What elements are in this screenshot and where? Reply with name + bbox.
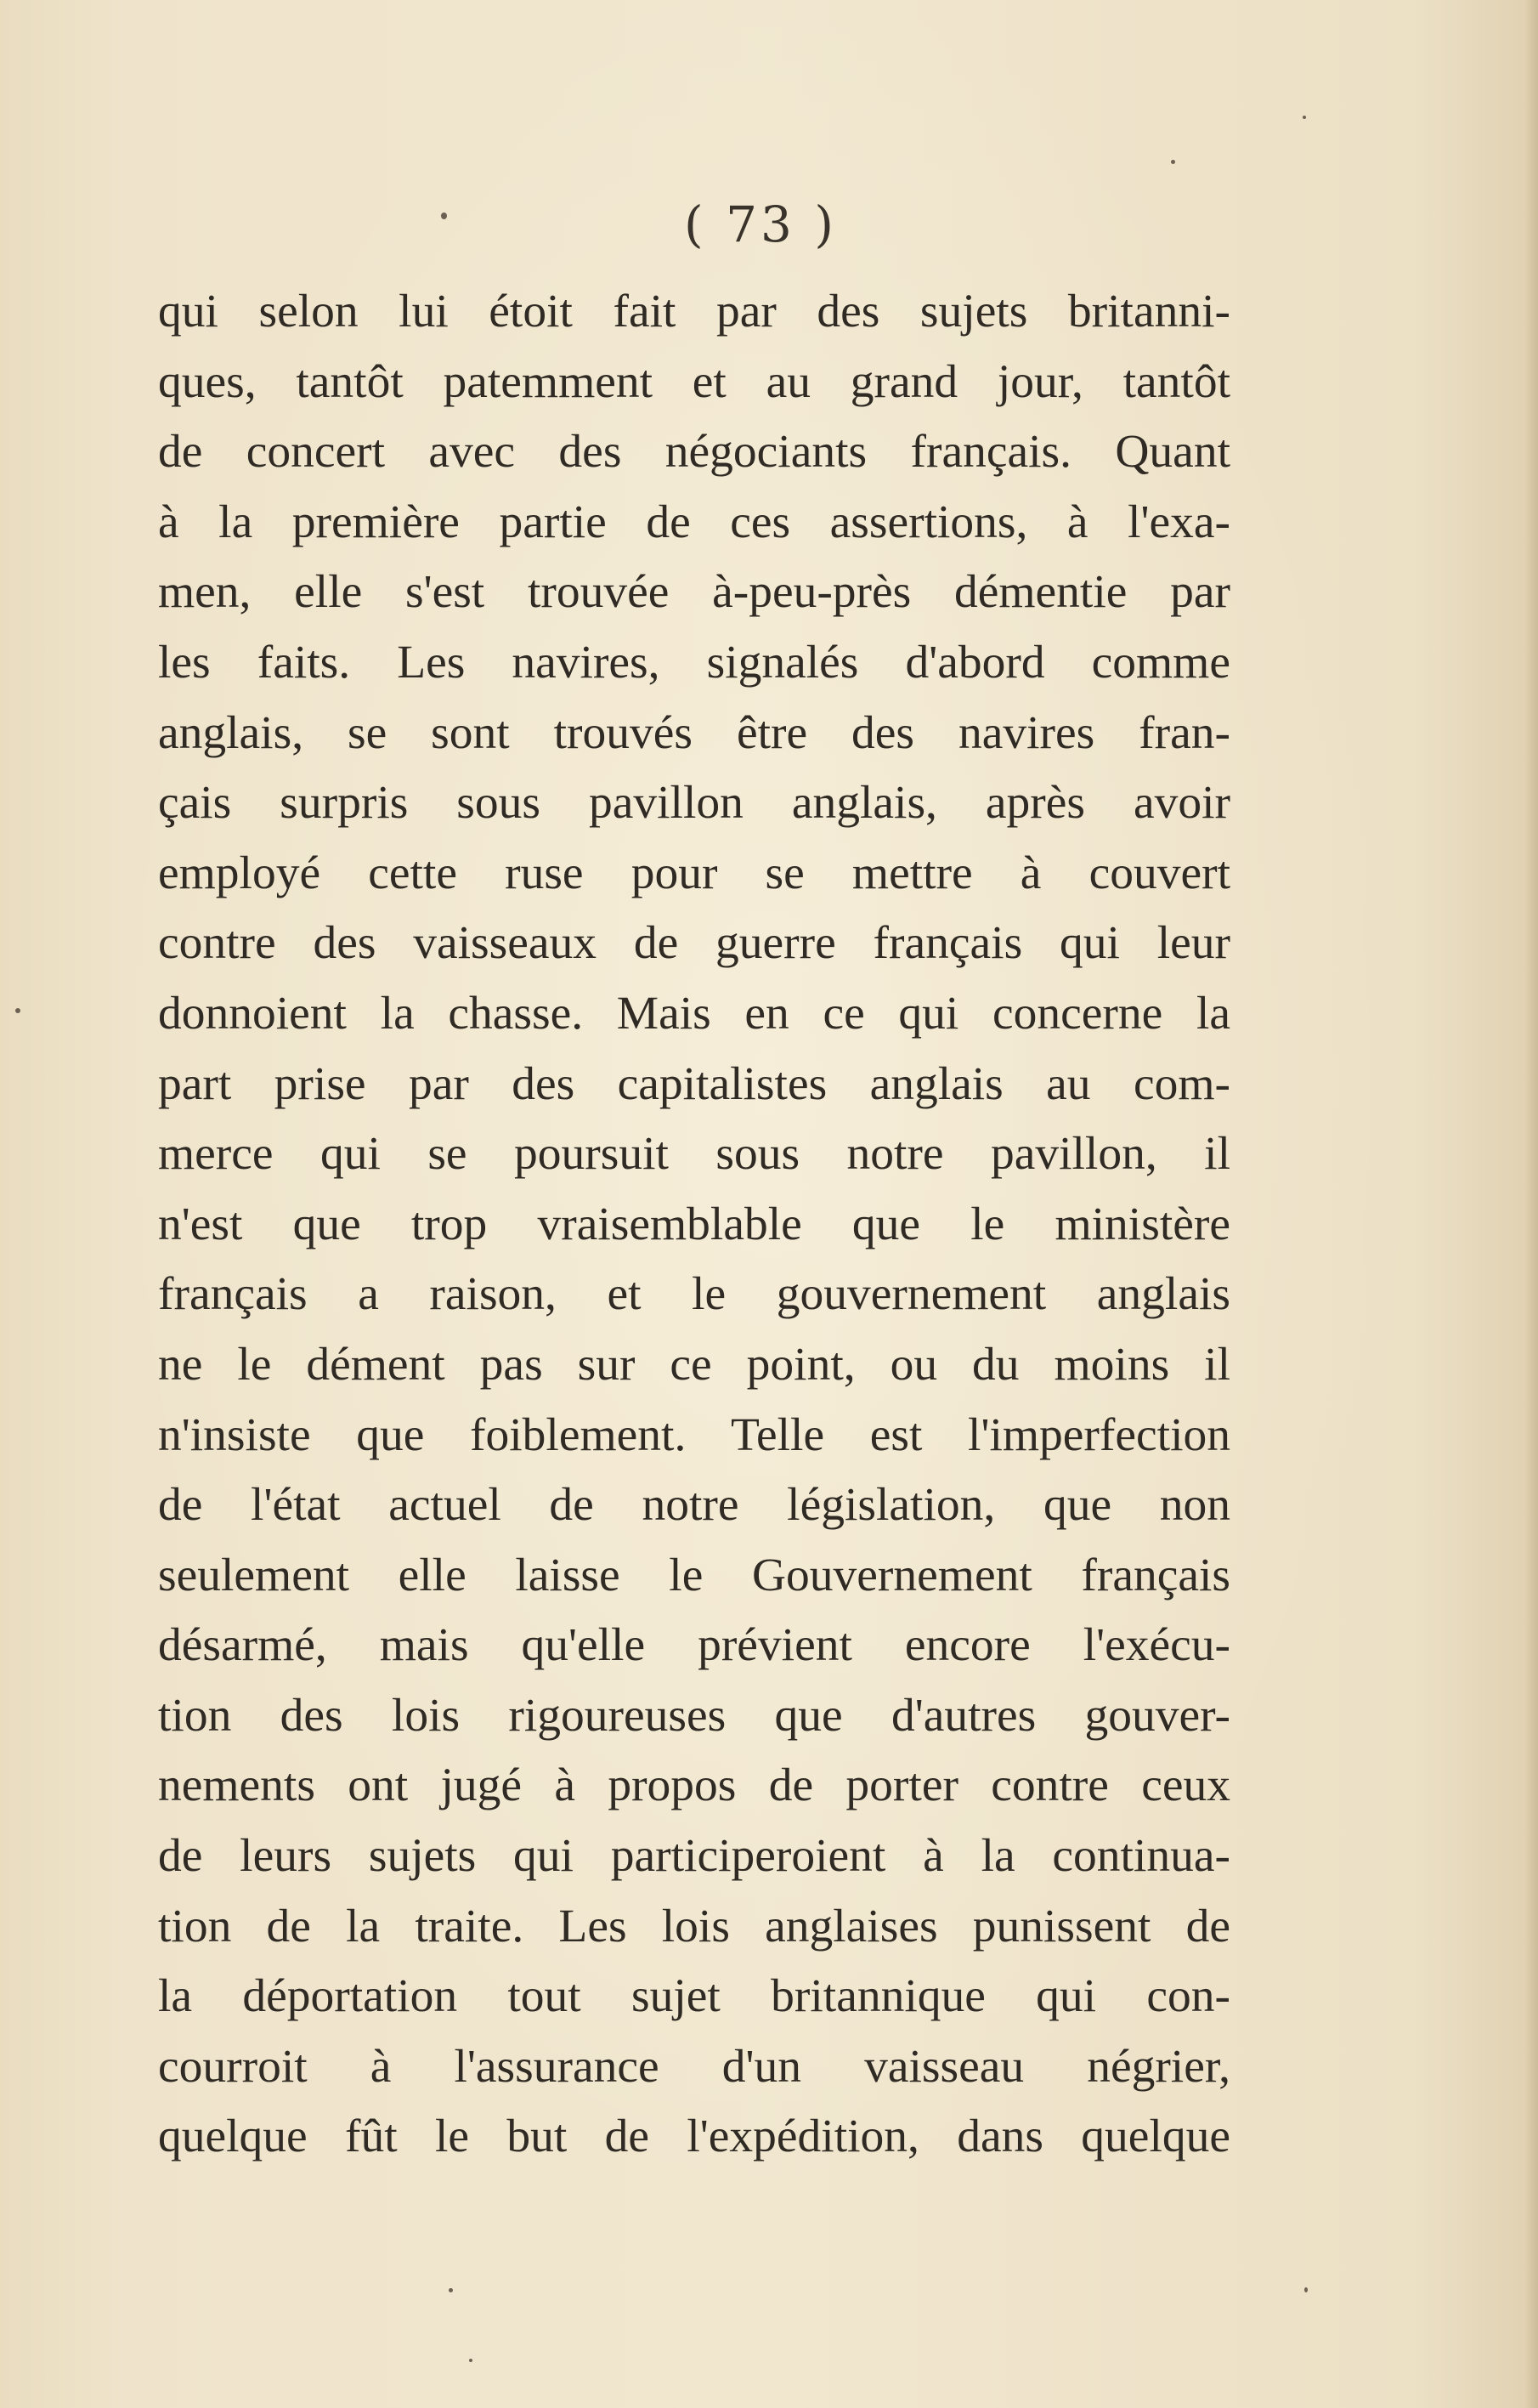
text-line: ques, tantôt patemment et au grand jour, tantôt [158,355,1230,408]
text-line: de leurs sujets qui participeroient à la continua- [158,1830,1230,1883]
text-line: les faits. Les navires, signalés d'abord comme [158,636,1230,688]
text-line: désarmé, mais qu'elle prévient encore l'exécu- [158,1619,1230,1672]
text-line: courroit à l'assurance d'un vaisseau négrier, [158,2040,1230,2093]
text-line: quelque fût le but de l'expédition, dans quelque [158,2111,1230,2163]
text-line: men, elle s'est trouvée à-peu-près démentie par [158,566,1230,619]
text-line: contre des vaisseaux de guerre français qui leur [158,917,1230,970]
text-line: n'insiste que foiblement. Telle est l'imperfection [158,1408,1230,1461]
text-line: nements ont jugé à propos de porter contre ceux [158,1759,1230,1812]
text-line: ne le dément pas sur ce point, ou du moins il [158,1338,1230,1391]
paper-speck [1304,2287,1308,2292]
page-edge-shadow [1524,0,1538,2408]
page-number: ( 73 ) [684,195,837,253]
paper-speck [441,212,447,219]
text-line: de l'état actuel de notre législation, que non [158,1479,1230,1532]
text-line: anglais, se sont trouvés être des navires fran- [158,706,1230,759]
paper-speck [449,2288,453,2292]
text-line: à la première partie de ces assertions, à l'exa- [158,496,1230,548]
text-line: tion de la traite. Les lois anglaises punissent de [158,1900,1230,1952]
text-line: seulement elle laisse le Gouvernement français [158,1549,1230,1601]
text-line: de concert avec des négociants français. Quant [158,426,1230,479]
paper-speck [1171,160,1175,164]
text-line: merce qui se poursuit sous notre pavillon, il [158,1128,1230,1181]
paper-speck [15,1008,20,1013]
text-line: employé cette ruse pour se mettre à couvert [158,847,1230,899]
paper-speck [469,2359,472,2362]
text-line: tion des lois rigoureuses que d'autres gouver- [158,1689,1230,1742]
text-line: qui selon lui étoit fait par des sujets britanni- [158,286,1230,337]
text-line: la déportation tout sujet britannique qui con- [158,1970,1230,2023]
text-line: n'est que trop vraisemblable que le ministère [158,1198,1230,1250]
text-line: français a raison, et le gouvernement anglais [158,1268,1230,1321]
text-line: donnoient la chasse. Mais en ce qui concerne la [158,987,1230,1040]
text-line: part prise par des capitalistes anglais au com- [158,1057,1230,1110]
text-line: çais surpris sous pavillon anglais, après avoir [158,777,1230,830]
paper-speck [1303,116,1306,119]
body-text [158,277,1230,2173]
